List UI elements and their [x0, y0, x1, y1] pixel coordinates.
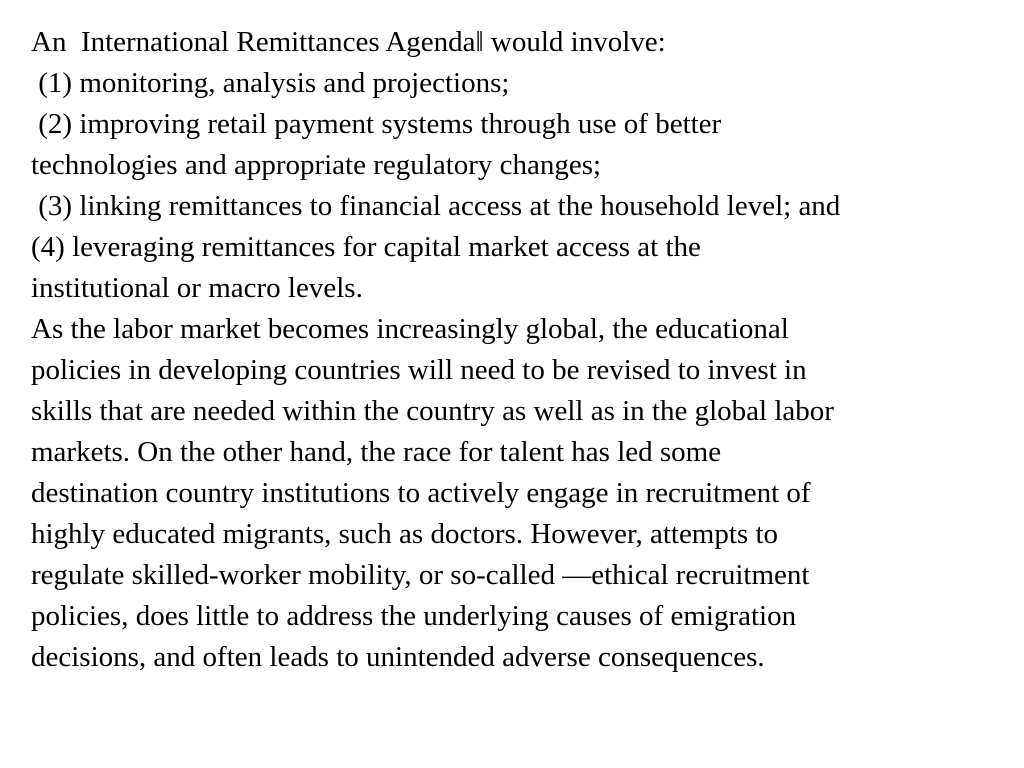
text-line: (4) leveraging remittances for capital market access at the	[31, 231, 701, 263]
text-line: policies, does little to address the underlying causes of emigration	[31, 600, 797, 632]
text-line: highly educated migrants, such as doctors. However, attempts to	[31, 518, 779, 550]
text-line: destination country institutions to actively engage in recruitment of	[31, 477, 811, 509]
text-line: policies in developing countries will need to be revised to invest in	[31, 354, 807, 386]
text-line: As the labor market becomes increasingly global, the educational	[31, 313, 789, 345]
text-line: regulate skilled-worker mobility, or so-called ―ethical recruitment	[31, 559, 810, 591]
text-line: skills that are needed within the country as well as in the global labor	[31, 395, 834, 427]
text-line: (1) monitoring, analysis and projections;	[31, 67, 510, 99]
text-line: institutional or macro levels.	[31, 272, 363, 304]
text-line: decisions, and often leads to unintended adverse consequences.	[31, 641, 765, 673]
text-line: markets. On the other hand, the race for talent has led some	[31, 436, 722, 468]
text-line: (3) linking remittances to financial access at the household level; and	[31, 190, 841, 222]
text-line: technologies and appropriate regulatory changes;	[31, 149, 602, 181]
text-line: (2) improving retail payment systems through use of better	[31, 108, 722, 140]
text-line: An International Remittances Agenda‖ would involve:	[31, 26, 666, 58]
